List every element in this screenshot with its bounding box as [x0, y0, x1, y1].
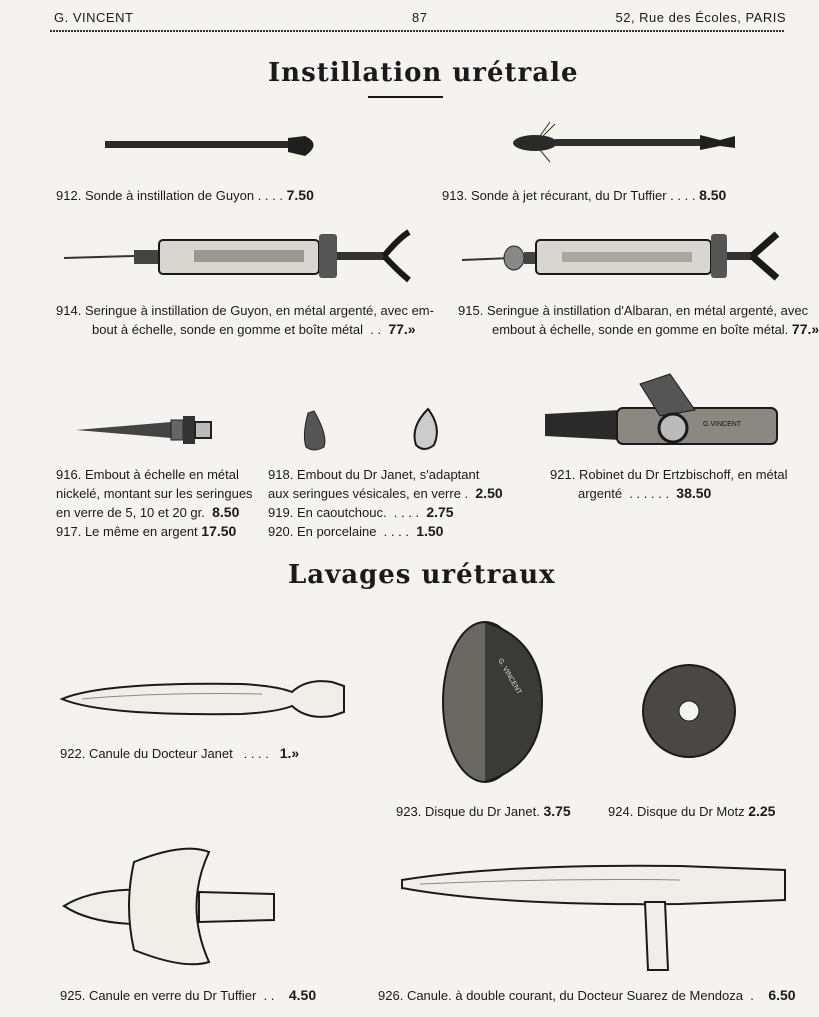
janet-disque-illustration: [440, 620, 545, 785]
tuffier-catheter-illustration: [505, 118, 740, 163]
guyon-catheter-illustration: [100, 132, 325, 162]
motz-disque-illustration: [640, 662, 738, 760]
robinet-illustration: [545, 370, 780, 455]
header-rule: [50, 30, 784, 32]
item-914: 914. Seringue à instillation de Guyon, en métal argenté, avec em- bout à échelle, sonde en gomme et boîte métal . . 77.»: [56, 303, 434, 337]
section-title-lavages: Lavages urétraux: [288, 560, 556, 590]
item-913: 913. Sonde à jet récurant, du Dr Tuffier . . . . 8.50: [442, 187, 727, 203]
item-922: 922. Canule du Docteur Janet . . . . 1.»: [60, 745, 300, 761]
item-925: 925. Canule en verre du Dr Tuffier . . 4.50: [60, 987, 317, 1003]
item-918: 918. Embout du Dr Janet, s'adaptant aux seringues vésicales, en verre . 2.50 919. En caoutchouc. . . . . 2.75 920. En porcelaine . . . . 1.50: [268, 467, 503, 539]
albaran-syringe-illustration: [462, 228, 782, 283]
embout-echelle-illustration: [76, 412, 216, 447]
header-left: G. VINCENT: [54, 10, 134, 25]
janet-canule-illustration: [62, 672, 347, 727]
item-912: 912. Sonde à instillation de Guyon . . . . 7.50: [56, 187, 314, 203]
janet-embouts-illustration: [298, 405, 443, 455]
item-917: 917. Le même en argent 17.50: [56, 523, 237, 539]
item-924: 924. Disque du Dr Motz 2.25: [608, 803, 776, 819]
guyon-syringe-illustration: [64, 228, 419, 283]
item-926: 926. Canule. à double courant, du Docteur Suarez de Mendoza . 6.50: [378, 987, 796, 1003]
robinet-mark: G.VINCENT: [703, 421, 742, 428]
section-title-instillation: Instillation urétrale: [268, 58, 579, 88]
title-underline: [368, 96, 443, 98]
header-right: 52, Rue des Écoles, PARIS: [615, 10, 786, 25]
disk-mark: G. VINCENT: [496, 657, 523, 696]
item-921: 921. Robinet du Dr Ertzbischoff, en métal argenté . . . . . . 38.50: [550, 467, 788, 501]
item-920: 920. En porcelaine . . . . 1.50: [268, 523, 444, 539]
item-915: 915. Seringue à instillation d'Albaran, en métal argenté, avec embout à échelle, sonde en gomme en boîte métal. 77.»: [458, 303, 819, 337]
item-916: 916. Embout à échelle en métal nickelé, montant sur les seringues en verre de 5, 10 et 20 gr. 8.50 917. Le même en argent 17.50: [56, 467, 253, 539]
tuffier-glass-canule-illustration: [64, 842, 279, 972]
item-919: 919. En caoutchouc. . . . . 2.75: [268, 504, 454, 520]
page-number: 87: [412, 10, 428, 25]
item-923: 923. Disque du Dr Janet. 3.75: [396, 803, 571, 819]
mendoza-canule-illustration: [400, 858, 790, 978]
